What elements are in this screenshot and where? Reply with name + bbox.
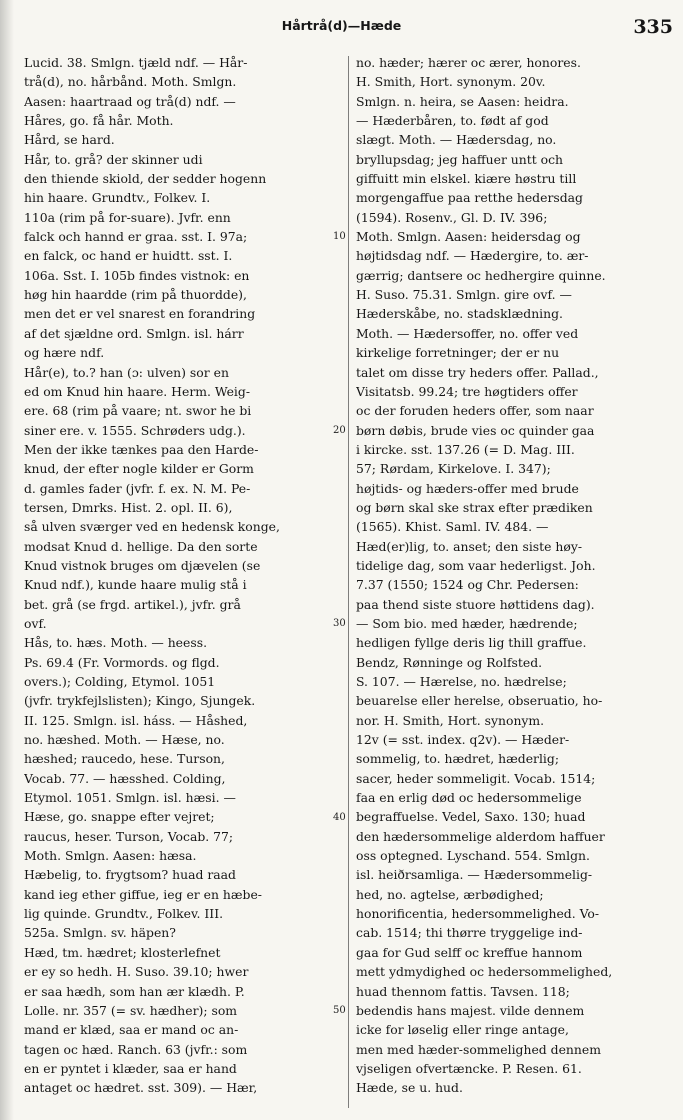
right-column-line: Hæderskåbe, no. stadsklædning. [356,306,563,322]
left-column-line: mand er klæd, saa er mand oc an- [24,1022,239,1038]
left-column-line: Knud ndf.), kunde haare mulig stå i [24,577,247,593]
left-column-line: Moth. Smlgn. Aasen: hæsa. [24,848,197,864]
right-column-line: oss optegned. Lyschand. 554. Smlgn. [356,848,590,864]
right-column-line: sacer, heder sommeligit. Vocab. 1514; [356,770,596,786]
right-column-line: og børn skal ske strax efter prædiken [356,499,593,515]
left-column-line: Lolle. nr. 357 (= sv. hædher); som [24,1002,238,1018]
right-column-line: Visitatsb. 99.24; tre høgtiders offer [356,383,578,399]
right-column-line: 7.37 (1550; 1524 og Chr. Pedersen: [356,577,579,593]
line-number-marker: 50 [333,1005,346,1017]
page-header [0,18,683,44]
right-column-line: no. hæder; hærer oc ærer, honores. [356,55,581,70]
left-column-line: Hår, to. grå? der skinner udi [24,151,203,167]
right-column-line: børn døbis, brude vies oc quinder gaa [356,422,595,438]
left-column-line: hæshed; raucedo, hese. Turson, [24,751,225,767]
left-column-line: og hære ndf. [24,345,105,361]
right-column-line: talet om disse try heders offer. Pallad., [356,364,599,380]
left-column-line: tagen oc hæd. Ranch. 63 (jvfr.: som [24,1041,248,1057]
left-column-line: overs.); Colding, Etymol. 1051 [24,674,216,689]
left-column-line: ere. 68 (rim på vaare; nt. swor he bi [24,403,252,419]
right-column-line: den hædersommelige alderdom haffuer [356,828,605,844]
left-column-line: af det sjældne ord. Smlgn. isl. hárr [24,325,244,341]
left-column-line: ed om Knud hin haare. Herm. Weig- [24,383,251,399]
page-number: 335 [633,16,673,38]
right-column-line: 57; Rørdam, Kirkelove. I. 347); [356,461,551,477]
right-column-line: begraffuelse. Vedel, Saxo. 130; huad [356,809,586,825]
right-column-line: bedendis hans majest. vilde dennem [356,1002,585,1018]
left-column-line: siner ere. v. 1555. Schrøders udg.). [24,422,246,438]
right-column-line: Hæde, se u. hud. [356,1080,463,1096]
right-column-line: slægt. Moth. — Hædersdag, no. [356,132,557,148]
right-column-line: kirkelige forretninger; der er nu [356,345,560,361]
left-column-line: Ps. 69.4 (Fr. Vormords. og flgd. [24,654,220,670]
left-column-line: no. hæshed. Moth. — Hæse, no. [24,732,225,748]
right-column-line: i kircke. sst. 137.26 (= D. Mag. III. [356,441,575,457]
left-column-line: Men der ikke tænkes paa den Harde- [24,441,259,457]
right-column-line: beuarelse eller herelse, obseruatio, ho- [356,693,603,709]
page-edge-shadow [0,0,14,1120]
right-column-line: oc der foruden heders offer, som naar [356,403,594,419]
right-column [356,53,682,1113]
left-column-line: bet. grå (se frgd. artikel.), jvfr. grå [24,596,241,612]
right-column-line: H. Smith, Hort. synonym. 20v. [356,74,546,90]
left-column-line: lig quinde. Grundtv., Folkev. III. [24,906,224,922]
left-column-line: Knud vistnok bruges om djævelen (se [24,557,261,573]
left-column-line: Hæd, tm. hædret; klosterlefnet [24,944,221,960]
left-column-line: knud, der efter nogle kilder er Gorm [24,461,254,477]
left-column-line: 106a. Sst. I. 105b findes vistnok: en [24,267,250,283]
right-column-line: cab. 1514; thi thørre tryggelige ind- [356,925,583,941]
right-column-line: tidelige dag, som vaar hederligst. Joh. [356,557,596,573]
right-column-line: bryllupsdag; jeg haffuer untt och [356,151,564,167]
right-column-line: (1565). Khist. Saml. IV. 484. — [356,519,549,535]
right-column-line: gærrig; dantsere oc hedhergire quinne. [356,267,606,283]
left-column-line: d. gamles fader (jvfr. f. ex. N. M. Pe- [24,480,251,496]
right-column-line: isl. heiðrsamliga. — Hædersommelig- [356,867,593,883]
left-column-line: ovf. [24,615,47,631]
left-column-line: kand ieg ether giffue, ieg er en hæbe- [24,886,262,902]
right-column-line: højtidsdag ndf. — Hædergire, to. ær- [356,248,589,264]
left-column-line: Hås, to. hæs. Moth. — heess. [24,635,208,651]
right-column-line: Moth. — Hædersoffer, no. offer ved [356,325,579,341]
right-column-line: (1594). Rosenv., Gl. D. IV. 396; [356,209,548,225]
left-column [24,53,350,1113]
left-column-line: så ulven sværger ved en hedensk konge, [24,519,280,535]
left-column-line: en er pyntet i klæder, saa er hand [24,1060,237,1076]
right-column-line: Bendz, Rønninge og Rolfsted. [356,654,543,670]
right-column-line: icke for løselig eller ringe antage, [356,1022,569,1038]
left-column-line: Hæse, go. snappe efter vejret; [24,809,215,825]
right-column-line: mett ydmydighed oc hedersommelighed, [356,964,613,980]
right-column-line: faa en erlig død oc hedersommelige [356,790,582,806]
left-column-line: er saa hædh, som han ær klædh. P. [24,983,245,999]
right-column-line: men med hæder-sommelighed dennem [356,1041,601,1057]
left-column-line: Hår(e), to.? han (ɔ: ulven) sor en [24,364,229,380]
left-column-line: 110a (rim på for-suare). Jvfr. enn [24,209,231,225]
left-column-line: Lucid. 38. Smlgn. tjæld ndf. — Hår- [24,55,248,70]
right-column-line: hed, no. agtelse, ærbødighed; [356,886,544,902]
right-column-line: morgengaffue paa retthe hedersdag [356,190,583,206]
left-column-line: falck och hannd er graa. sst. I. 97a; [24,229,248,245]
left-column-line: Hæbelig, to. frygtsom? huad raad [24,867,236,883]
left-column-line: er ey so hedh. H. Suso. 39.10; hwer [24,964,249,980]
right-column-line: Hæd(er)lig, to. anset; den siste høy- [356,538,583,554]
right-column-line: H. Suso. 75.31. Smlgn. gire ovf. — [356,287,572,303]
running-head: Hårtrå(d)—Hæde [281,18,402,33]
right-column-line: vjseligen ofvertæncke. P. Resen. 61. [356,1060,582,1076]
left-column-line: II. 125. Smlgn. isl. háss. — Håshed, [24,712,248,728]
line-number-marker: 10 [333,231,346,243]
left-column-line: hin haare. Grundtv., Folkev. I. [24,190,211,206]
left-column-line: den thiende skiold, der sedder hogenn [24,171,267,187]
line-number-marker: 20 [333,424,346,436]
left-column-line: Hård, se hard. [24,132,115,148]
right-column-line: paa thend siste stuore høttidens dag). [356,596,595,612]
right-column-line: honorificentia, hedersommelighed. Vo- [356,906,600,922]
right-column-line: hedligen fyllge deris lig thill graffue. [356,635,587,651]
right-column-line: — Hæderbåren, to. født af god [356,113,549,129]
left-column-line: men det er vel snarest en forandring [24,306,256,322]
left-column-line: modsat Knud d. hellige. Da den sorte [24,538,258,554]
right-column-line: giffuitt min elskel. kiære høstru till [356,171,577,187]
right-column-line: 12v (= sst. index. q2v). — Hæder- [356,732,570,748]
left-column-line: 525a. Smlgn. sv. häpen? [24,925,176,941]
left-column-line: raucus, heser. Turson, Vocab. 77; [24,828,234,844]
right-column-line: nor. H. Smith, Hort. synonym. [356,712,545,728]
left-column-line: trå(d), no. hårbånd. Moth. Smlgn. [24,74,237,90]
right-column-line: huad thennom fattis. Tavsen. 118; [356,983,570,999]
line-number-marker: 40 [333,811,346,823]
left-column-line: antaget oc hædret. sst. 309). — Hær, [24,1080,258,1096]
right-column-line: Smlgn. n. heira, se Aasen: heidra. [356,93,569,109]
left-column-line: en falck, oc hand er huidtt. sst. I. [24,248,233,264]
column-divider [348,56,349,1108]
line-number-marker: 30 [333,618,346,630]
left-column-line: høg hin haardde (rim på thuordde), [24,287,247,303]
left-column-line: Vocab. 77. — hæsshed. Colding, [24,770,226,786]
right-column-line: — Som bio. med hæder, hædrende; [356,615,578,631]
left-column-line: Aasen: haartraad og trå(d) ndf. — [24,93,236,109]
right-column-line: S. 107. — Hærelse, no. hædrelse; [356,674,567,689]
left-column-line: Etymol. 1051. Smlgn. isl. hæsi. — [24,790,236,806]
left-column-line: (jvfr. trykfejlslisten); Kingo, Sjungek. [24,693,256,709]
left-column-line: tersen, Dmrks. Hist. 2. opl. II. 6), [24,499,233,515]
right-column-line: gaa for Gud selff oc kreffue hannom [356,944,583,960]
left-column-line: Håres, go. få hår. Moth. [24,113,174,129]
right-column-line: Moth. Smlgn. Aasen: heidersdag og [356,229,581,245]
right-column-line: højtids- og hæders-offer med brude [356,480,579,496]
right-column-line: sommelig, to. hædret, hæderlig; [356,751,559,767]
